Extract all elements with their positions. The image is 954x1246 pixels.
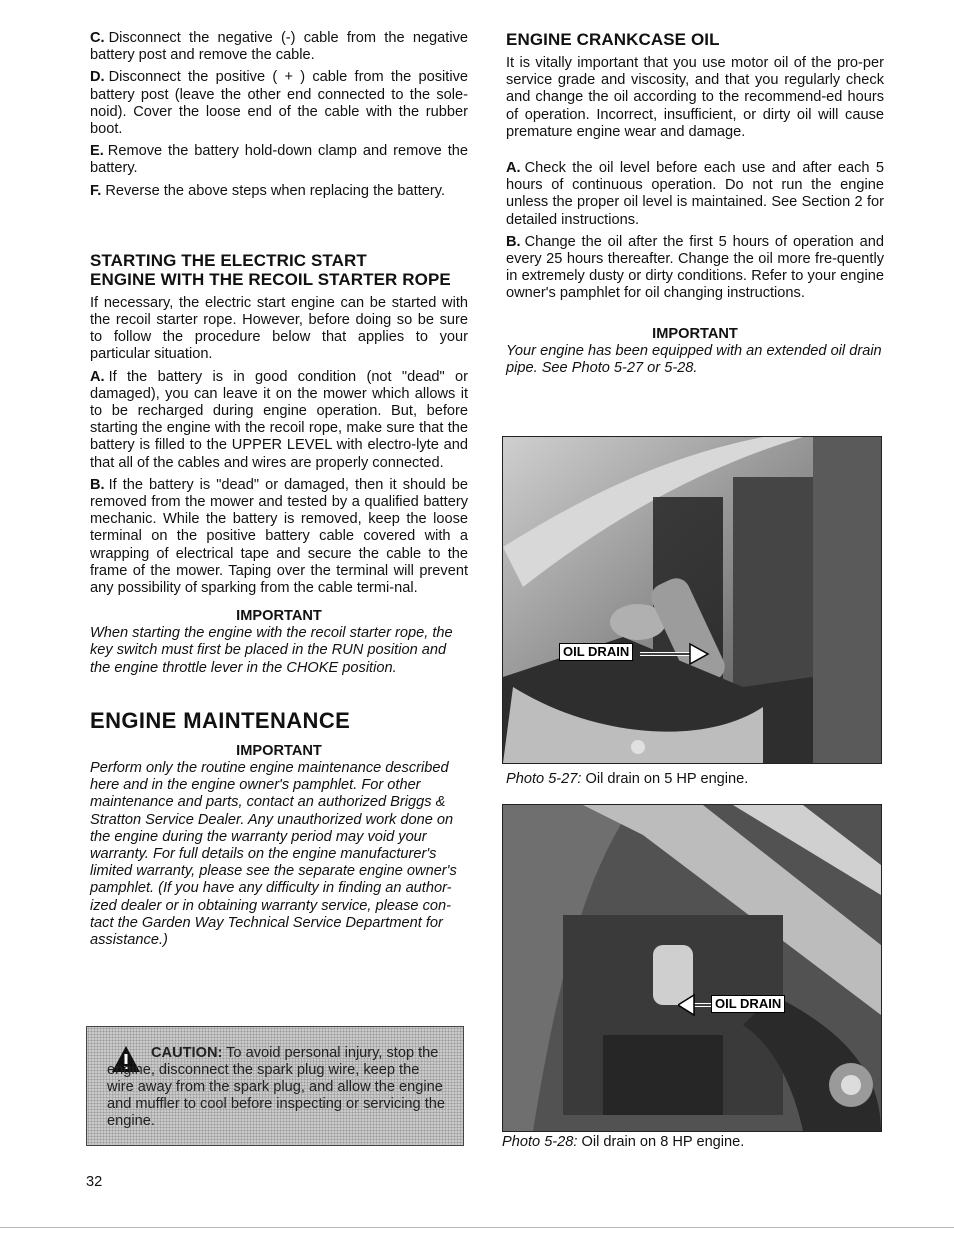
caution-body: To avoid personal injury, stop the engine, disconnect the spark plug wire, keep the wire away from the spark plug, and allow the engine and muffler to cool before inspecting or servicing the engine. xyxy=(107,1045,446,1129)
left-column xyxy=(90,30,468,954)
photo-5-28-tag: OIL DRAIN xyxy=(711,995,785,1013)
photo-5-27-caption: Photo 5-27: Oil drain on 5 HP engine. xyxy=(506,771,749,787)
starting-heading-line1: STARTING THE ELECTRIC START xyxy=(90,250,367,270)
oil-step-a: A. Check the oil level before each use and after each 5 hours of continuous operation. Do not run the engine unless the proper oil level is maintained. See Section 2 for detailed instructions. xyxy=(506,160,884,228)
important-text-1: When starting the engine with the recoil starter rope, the key switch must first be placed in the RUN position and the engine throttle lever in the CHOKE position. xyxy=(90,625,453,676)
starting-step-a: A. If the battery is in good condition (not "dead" or damaged), you can leave it on the mower which allows it to be recharged during engine operation. But, before starting the engine with the recoil rope, make sure that the battery is filled to the UPPER LEVEL with electro-lyte and that all of the cables and wires are properly connected. xyxy=(90,368,468,471)
step-e: E. Remove the battery hold-down clamp and remove the battery. xyxy=(90,143,468,177)
bottom-rule xyxy=(0,1227,954,1228)
caution-box xyxy=(86,1026,464,1146)
crankcase-oil-heading: ENGINE CRANKCASE OIL xyxy=(506,30,720,49)
important-heading-2: IMPORTANT xyxy=(236,742,322,759)
photo-5-27-tag: OIL DRAIN xyxy=(559,643,633,661)
photo-5-27-image xyxy=(503,437,881,763)
step-d: D. Disconnect the positive ( + ) cable from the positive battery post (leave the other end connected to the sole-noid). Cover the loose end of the cable with the rubber boot. xyxy=(90,69,468,138)
page-number: 32 xyxy=(86,1174,103,1190)
oil-important-text: Your engine has been equipped with an extended oil drain pipe. See Photo 5-27 or 5-28. xyxy=(506,342,882,376)
oil-step-b: B. Change the oil after the first 5 hours of operation and every 25 hours thereafter. Change the oil more fre-quently in extremely dusty or dirty conditions. Refer to your engine owner's pamphlet for oil changing instructions. xyxy=(506,233,884,302)
caution-text xyxy=(107,1045,447,1130)
arrow-icon xyxy=(640,642,710,666)
step-f: F. Reverse the above steps when replacing the battery. xyxy=(90,182,445,199)
engine-maintenance-heading: ENGINE MAINTENANCE xyxy=(90,707,351,733)
caution-label: CAUTION: xyxy=(151,1045,223,1061)
photo-5-28-image xyxy=(503,805,881,1131)
important-text-2: Perform only the routine engine maintenance described here and in the engine owner's pamphlet. For other maintenance and parts, contact an authorized Briggs & Stratton Service Dealer. Any unauthorized work done on the engine during the warranty period may void your warranty. For full details on the engine manufacturer's limited warranty, please see the separate engine owner's pamphlet. (If you have any difficulty in finding an author-ized dealer or in obtaining warranty service, please con-tact the Garden Way Technical Service Department for assistance.) xyxy=(90,759,457,948)
right-column xyxy=(506,30,884,382)
oil-intro: It is vitally important that you use motor oil of the pro-per service grade and viscosity, and that you regularly check and change the oil according to the recommend-ed hours of operation. Incorrect, insufficient, or dirty oil will cause premature engine wear and damage. xyxy=(506,55,884,140)
starting-step-b: B. If the battery is "dead" or damaged, then it should be removed from the mower and tested by a qualified battery mechanic. While the battery is removed, keep the loose terminal on the positive battery cable covered with a wrapping of electrical tape and secure the cable to the frame of the mower. Taping over the terminal will prevent any possibility of sparking from the cable termi-nal. xyxy=(90,476,468,597)
important-heading-1: IMPORTANT xyxy=(236,608,322,625)
starting-heading-line2: ENGINE WITH THE RECOIL STARTER ROPE xyxy=(90,269,451,289)
oil-important-heading: IMPORTANT xyxy=(652,325,738,342)
photo-5-28-caption: Photo 5-28: Oil drain on 8 HP engine. xyxy=(502,1134,745,1150)
starting-intro: If necessary, the electric start engine can be started with the recoil starter rope. However, before doing so be sure to follow the procedure below that applies to your particular situation. xyxy=(90,294,468,363)
arrow-icon xyxy=(678,993,714,1017)
photo-5-27 xyxy=(502,436,882,764)
photo-5-28 xyxy=(502,804,882,1132)
step-c: C. Disconnect the negative (-) cable from the negative battery post and remove the cable. xyxy=(90,30,468,64)
